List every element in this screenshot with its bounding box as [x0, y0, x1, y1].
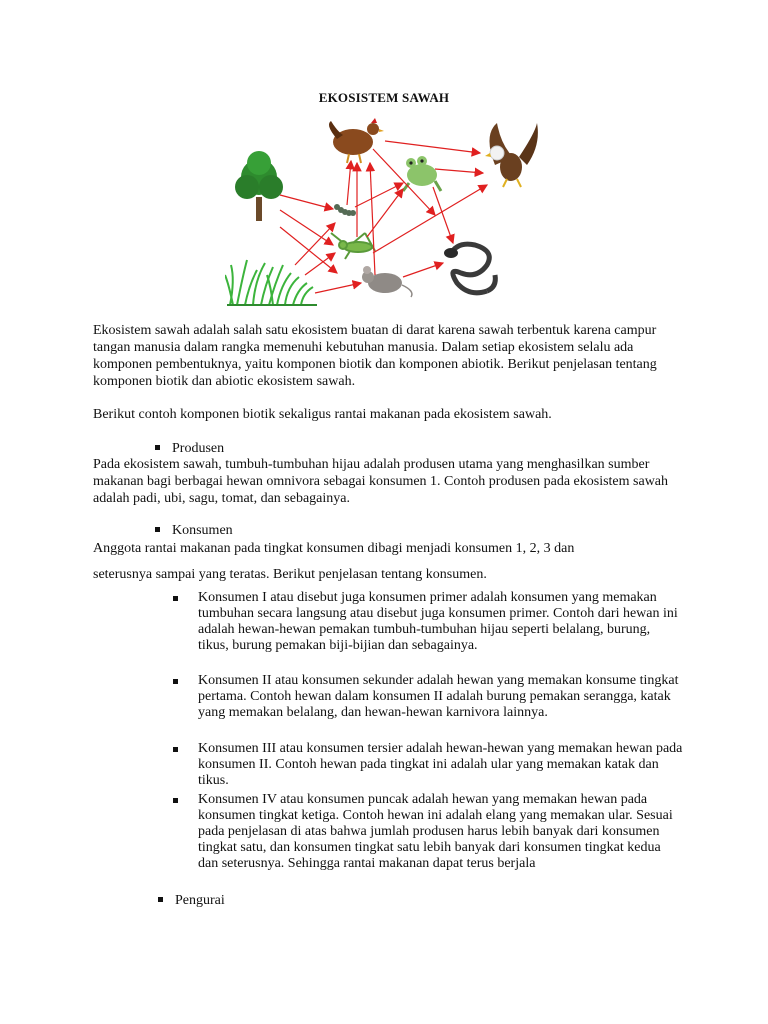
pengurai-heading: Pengurai [175, 893, 225, 908]
konsumen-heading: Konsumen [172, 523, 233, 538]
grass-icon [225, 260, 317, 305]
bullet-icon [155, 527, 160, 532]
konsumen-line-1: Anggota rantai makanan pada tingkat konsumen dibagi menjadi konsumen 1, 2, 3 dan [93, 541, 575, 556]
konsumen-bullet [155, 522, 233, 539]
konsumen-item-2: Konsumen II atau konsumen sekunder adalah hewan yang memakan konsume tingkat pertama. Contoh hewan dalam konsumen II adalah burung pemakan serangga, katak yang memakan belalang, dan hewan-hewan karnivora lainnya. [173, 673, 683, 721]
intro-paragraph: Ekosistem sawah adalah salah satu ekosistem buatan di darat karena sawah terbentuk karena campur tangan manusia dalam rangka memenuhi kebutuhan manusia. Dalam setiap ekosistem selalu ada komponen pembentuknya, yaitu komponen biotik dan komponen abiotik. Berikut penjelasan tentang komponen biotik dan abiotic ekosistem sawah. [93, 323, 657, 389]
bullet-icon [173, 747, 178, 752]
bullet-icon [155, 445, 160, 450]
snake-icon [444, 244, 495, 293]
eagle-icon [485, 123, 538, 187]
konsumen-line-2: seterusnya sampai yang teratas. Berikut penjelasan tentang konsumen. [93, 567, 487, 582]
page-title: EKOSISTEM SAWAH [318, 90, 450, 105]
produsen-heading: Produsen [172, 441, 225, 456]
chicken-icon [329, 118, 384, 163]
produsen-bullet [155, 440, 224, 457]
mouse-icon [362, 266, 412, 297]
bullet-icon [173, 798, 178, 803]
caterpillar-icon [334, 204, 356, 216]
konsumen-item-3: Konsumen III atau konsumen tersier adalah hewan-hewan yang memakan hewan pada konsumen II. Contoh hewan pada tingkat ini adalah ular yang memakan katak dan tikus. [173, 741, 683, 789]
bullet-icon [173, 596, 178, 601]
food-web-figure [225, 115, 555, 315]
lead-paragraph: Berikut contoh komponen biotik sekaligus rantai makanan pada ekosistem sawah. [93, 407, 552, 422]
konsumen-item-4: Konsumen IV atau konsumen puncak adalah hewan yang memakan hewan pada konsumen tingkat ketiga. Contoh hewan ini adalah elang yang memakan ular. Sesuai pada penjelasan di atas bahwa jumlah produsen harus lebih banyak dari konsumen tingkat satu, dan konsumen tingkat satu lebih banyak dari konsumen tingkat kedua dan seterusnya. Sehingga rantai makanan dapat terus berjala [173, 792, 683, 872]
konsumen-item-1: Konsumen I atau disebut juga konsumen primer adalah konsumen yang memakan tumbuhan secara langsung atau disebut juga konsumen primer. Contoh dari hewan ini adalah hewan-hewan pemakan tumbuh-tumbuhan hijau seperti belalang, burung, tikus, burung pemakan biji-bijian dan sebagainya. [173, 590, 683, 654]
bullet-icon [173, 679, 178, 684]
produsen-paragraph: Pada ekosistem sawah, tumbuh-tumbuhan hijau adalah produsen utama yang menghasilkan sumber makanan bagi berbagai hewan omnivora sebagai konsumen 1. Contoh produsen pada ekosistem sawah adalah padi, ubi, sagu, tomat, dan sebagainya. [93, 457, 669, 506]
tree-icon [235, 151, 283, 221]
grasshopper-icon [331, 233, 375, 259]
pengurai-bullet [158, 892, 225, 909]
bullet-icon [158, 897, 163, 902]
frog-icon [403, 156, 441, 191]
